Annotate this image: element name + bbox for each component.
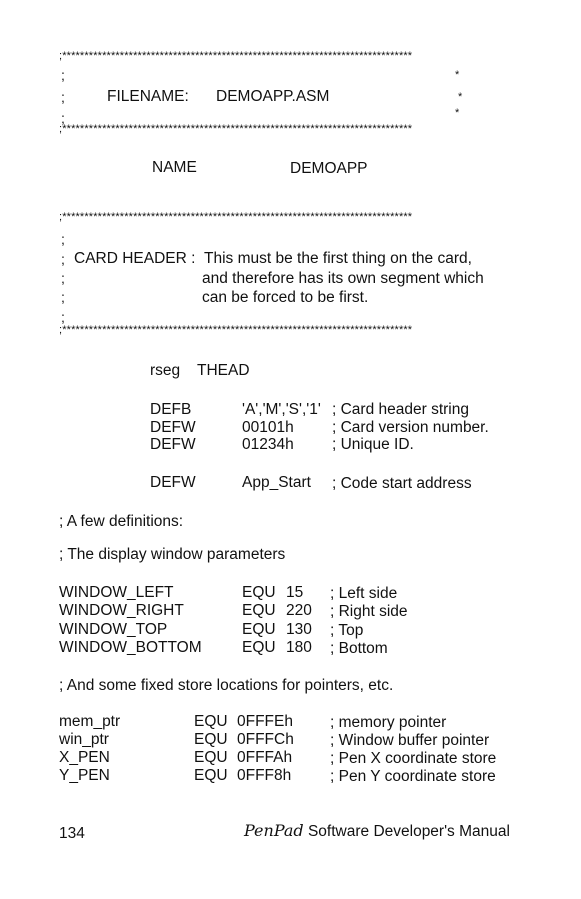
comment-line: ; And some fixed store locations for pointers, etc.	[59, 677, 394, 694]
banner-top: ;*******************************************************************************	[59, 50, 413, 62]
equ-comment: ; Pen X coordinate store	[330, 750, 497, 767]
name-value: DEMOAPP	[290, 160, 368, 177]
equ-name: WINDOW_TOP	[59, 621, 168, 638]
equ-value: 0FFFCh	[237, 731, 294, 748]
equ-value: 220	[286, 602, 312, 619]
equ-name: win_ptr	[59, 731, 109, 748]
banner-semicolon: ;	[61, 110, 65, 126]
def-comment: ; Unique ID.	[332, 436, 414, 453]
comment-line: ; The display window parameters	[59, 546, 286, 563]
equ-op: EQU	[242, 639, 276, 656]
brand-logo: PenPad	[244, 821, 304, 840]
manual-title: Software Developer's Manual	[307, 823, 510, 840]
def-comment: ; Card header string	[332, 401, 469, 418]
name-keyword: NAME	[152, 159, 197, 176]
equ-comment: ; Right side	[330, 603, 408, 620]
banner-semicolon: ;	[61, 89, 65, 105]
card-banner-top: ;*******************************************************************************	[59, 211, 413, 223]
banner-semicolon: ;	[61, 270, 65, 286]
rseg-keyword: rseg	[150, 362, 181, 379]
def-arg: 00101h	[242, 419, 294, 436]
def-arg: 01234h	[242, 436, 294, 453]
equ-value: 180	[286, 639, 312, 656]
equ-name: WINDOW_RIGHT	[59, 602, 184, 619]
def-arg: 'A','M','S','1'	[242, 401, 321, 418]
equ-name: mem_ptr	[59, 713, 121, 730]
card-header-line: and therefore has its own segment which	[202, 270, 484, 287]
equ-value: 0FFFEh	[237, 713, 293, 730]
rseg-arg: THEAD	[197, 362, 250, 379]
equ-name: Y_PEN	[59, 767, 110, 784]
def-keyword: DEFW	[150, 474, 196, 491]
banner-bottom: ;*******************************************************************************	[59, 123, 413, 135]
comment-line: ; A few definitions:	[59, 513, 184, 530]
equ-comment: ; Bottom	[330, 640, 388, 657]
equ-op: EQU	[242, 621, 276, 638]
def-keyword: DEFB	[150, 401, 192, 418]
equ-value: 15	[286, 584, 304, 601]
equ-value: 130	[286, 621, 312, 638]
equ-op: EQU	[242, 584, 276, 601]
card-header-label: CARD HEADER :	[74, 250, 196, 267]
equ-op: EQU	[194, 749, 228, 766]
equ-name: WINDOW_LEFT	[59, 584, 174, 601]
def-keyword: DEFW	[150, 419, 196, 436]
banner-star: *	[455, 107, 460, 119]
equ-value: 0FFFAh	[237, 749, 293, 766]
def-arg: App_Start	[242, 474, 311, 491]
equ-op: EQU	[194, 713, 228, 730]
equ-comment: ; Top	[330, 622, 364, 639]
equ-comment: ; Left side	[330, 585, 398, 602]
banner-semicolon: ;	[61, 67, 65, 83]
equ-name: X_PEN	[59, 749, 110, 766]
equ-name: WINDOW_BOTTOM	[59, 639, 202, 656]
card-header-line: This must be the first thing on the card,	[204, 250, 472, 267]
equ-op: EQU	[194, 767, 228, 784]
def-comment: ; Card version number.	[332, 419, 489, 436]
banner-semicolon: ;	[61, 309, 65, 325]
footer-title	[244, 823, 510, 840]
equ-comment: ; memory pointer	[330, 714, 447, 731]
def-keyword: DEFW	[150, 436, 196, 453]
equ-op: EQU	[242, 602, 276, 619]
banner-semicolon: ;	[61, 251, 65, 267]
def-comment: ; Code start address	[332, 475, 472, 492]
equ-op: EQU	[194, 731, 228, 748]
filename-value: DEMOAPP.ASM	[216, 88, 330, 105]
banner-star: *	[455, 69, 460, 81]
equ-comment: ; Window buffer pointer	[330, 732, 490, 749]
card-banner-bottom: ;*******************************************************************************	[59, 324, 413, 336]
banner-semicolon: ;	[61, 231, 65, 247]
banner-star: *	[458, 91, 463, 103]
equ-comment: ; Pen Y coordinate store	[330, 768, 496, 785]
card-header-line: can be forced to be first.	[202, 289, 369, 306]
filename-label: FILENAME:	[107, 88, 189, 105]
equ-value: 0FFF8h	[237, 767, 292, 784]
page-number: 134	[59, 825, 85, 842]
banner-semicolon: ;	[61, 289, 65, 305]
